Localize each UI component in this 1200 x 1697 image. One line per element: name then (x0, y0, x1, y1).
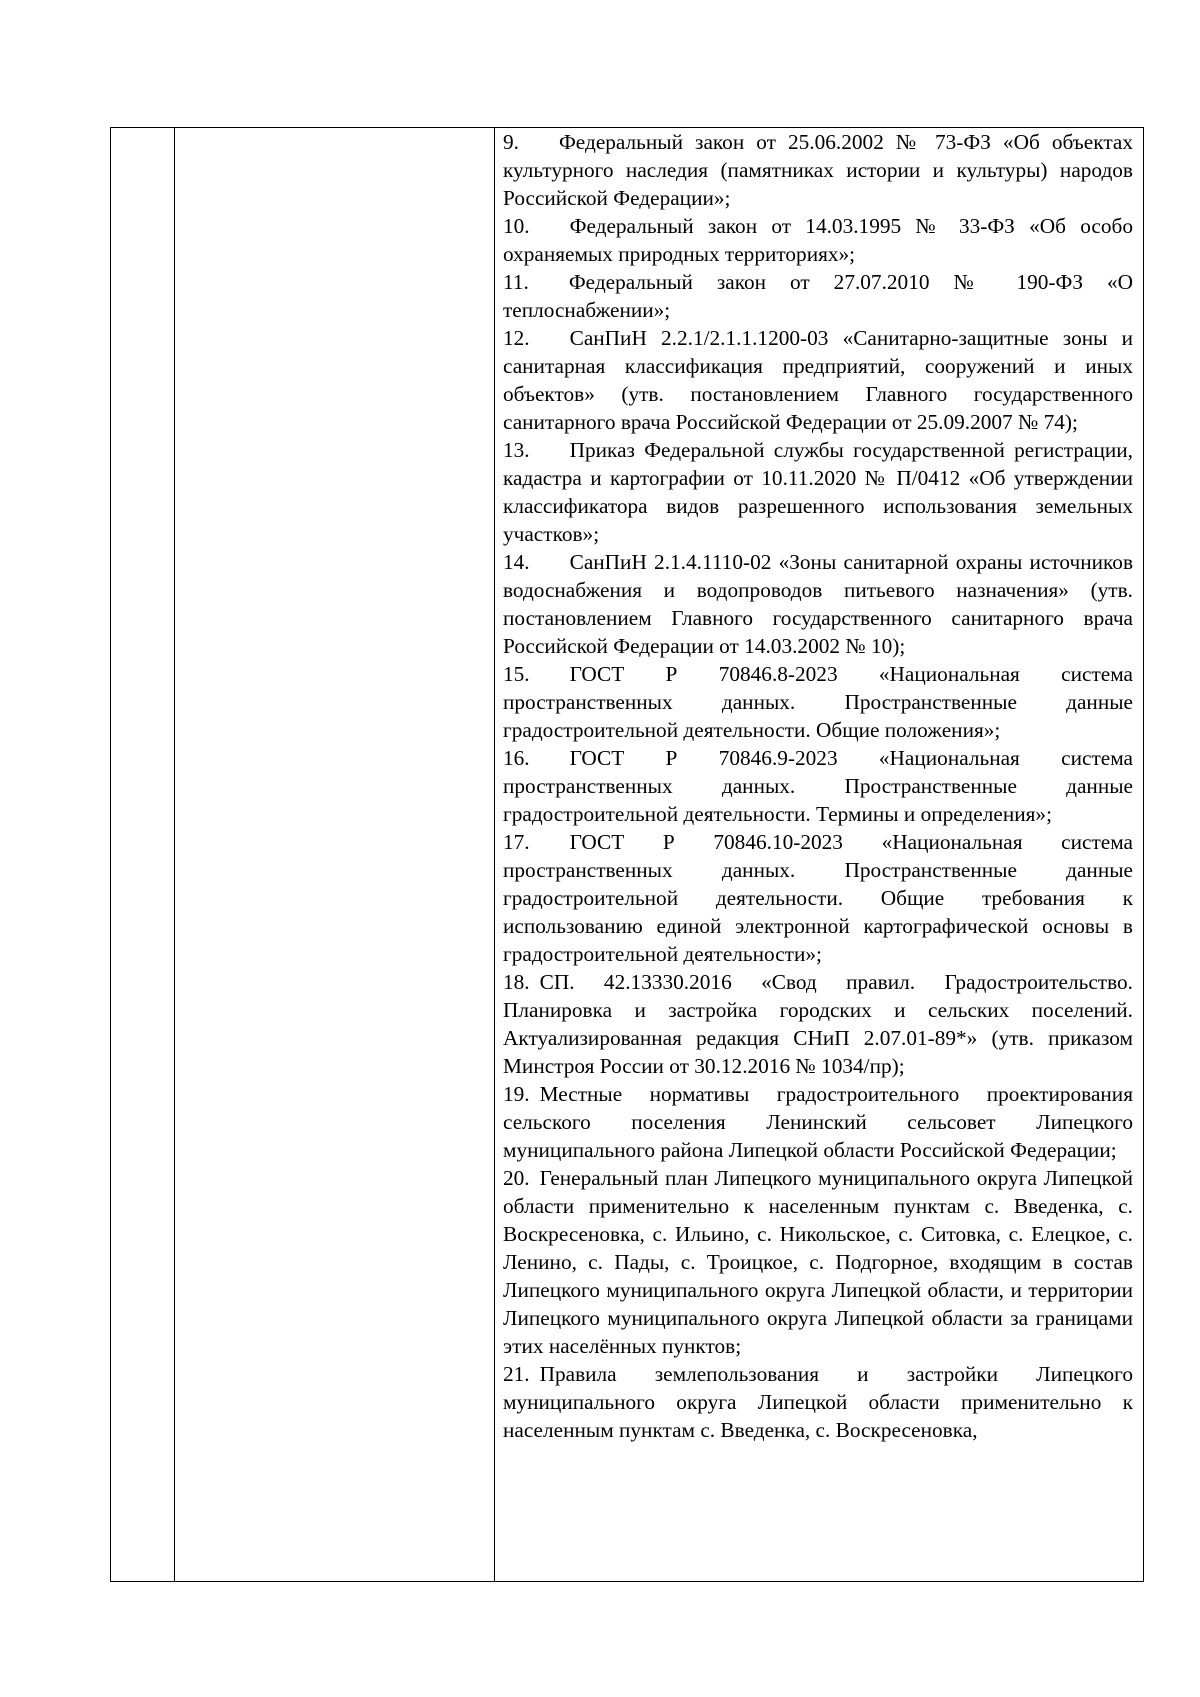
list-item-number: 20. (503, 1166, 530, 1190)
list-item (503, 268, 1133, 324)
list-item-number: 9. (503, 130, 519, 154)
list-item-text: СанПиН 2.2.1/2.1.1.1200-03 «Санитарно-защитные зоны и санитарная классификация предприятий, сооружений и иных объектов» (утв. постановлением Главного государственного санитарного врача Российской Федерации от 25.09.2007 № 74); (503, 326, 1133, 434)
list-item (503, 128, 1133, 212)
list-item-text: ГОСТ Р 70846.10-2023 «Национальная система пространственных данных. Пространственные данные градостроительной деятельности. Общие требования к использованию единой электронной картографической основы в градостроительной деятельности»; (503, 830, 1133, 966)
list-item-text: СанПиН 2.1.4.1110-02 «Зоны санитарной охраны источников водоснабжения и водопроводов питьевого назначения» (утв. постановлением Главного государственного санитарного врача Российской Федерации от 14.03.2002 № 10); (503, 550, 1133, 658)
list-item-number: 12. (503, 326, 530, 350)
list-item (503, 548, 1133, 660)
list-item-text: Местные нормативы градостроительного проектирования сельского поселения Ленинский сельсовет Липецкого муниципального района Липецкой области Российской Федерации; (503, 1082, 1133, 1162)
list-item (503, 828, 1133, 968)
list-item-number: 18. (503, 970, 530, 994)
list-item (503, 660, 1133, 744)
list-item-number: 15. (503, 662, 530, 686)
list-item (503, 212, 1133, 268)
regulation-list (503, 128, 1133, 1444)
list-item-number: 16. (503, 746, 530, 770)
table-column-content (495, 128, 1143, 1581)
list-item (503, 1360, 1133, 1444)
list-item-text: Федеральный закон от 25.06.2002 № 73-ФЗ «Об объектах культурного наследия (памятниках истории и культуры) народов Российской Федерации»; (503, 130, 1133, 210)
list-item-number: 14. (503, 550, 530, 574)
list-item (503, 324, 1133, 436)
list-item-text: СП. 42.13330.2016 «Свод правил. Градостроительство. Планировка и застройка городских и сельских поселений. Актуализированная редакция СНиП 2.07.01-89*» (утв. приказом Минстроя России от 30.12.2016 № 1034/пр); (503, 970, 1133, 1078)
list-item (503, 436, 1133, 548)
list-item (503, 1080, 1133, 1164)
table-column-name (175, 128, 495, 1581)
document-table (110, 127, 1144, 1582)
list-item (503, 744, 1133, 828)
list-item-text: Правила землепользования и застройки Липецкого муниципального округа Липецкой области применительно к населенным пунктам с. Введенка, с. Воскресеновка, (503, 1362, 1133, 1442)
list-item-text: Приказ Федеральной службы государственной регистрации, кадастра и картографии от 10.11.2020 № П/0412 «Об утверждении классификатора видов разрешенного использования земельных участков»; (503, 438, 1133, 546)
list-item (503, 968, 1133, 1080)
list-item-text: ГОСТ Р 70846.8-2023 «Национальная система пространственных данных. Пространственные данные градостроительной деятельности. Общие положения»; (503, 662, 1133, 742)
table-column-number (111, 128, 175, 1581)
list-item-text: Федеральный закон от 27.07.2010 № 190-ФЗ «О теплоснабжении»; (503, 270, 1133, 322)
list-item-text: Федеральный закон от 14.03.1995 № 33-ФЗ «Об особо охраняемых природных территориях»; (503, 214, 1133, 266)
list-item-number: 10. (503, 214, 530, 238)
list-item (503, 1164, 1133, 1360)
list-item-text: Генеральный план Липецкого муниципального округа Липецкой области применительно к населенным пунктам с. Введенка, с. Воскресеновка, с. Ильино, с. Никольское, с. Ситовка, с. Елецкое, с. Ленино, с. Пады, с. Троицкое, с. Подгорное, входящим в состав Липецкого муниципального округа Липецкой области, и территории Липецкого муниципального округа Липецкой области за границами этих населённых пунктов; (503, 1166, 1133, 1358)
list-item-number: 21. (503, 1362, 530, 1386)
list-item-text: ГОСТ Р 70846.9-2023 «Национальная система пространственных данных. Пространственные данные градостроительной деятельности. Термины и определения»; (503, 746, 1133, 826)
list-item-number: 19. (503, 1082, 530, 1106)
list-item-number: 13. (503, 438, 530, 462)
list-item-number: 17. (503, 830, 530, 854)
list-item-number: 11. (503, 270, 529, 294)
